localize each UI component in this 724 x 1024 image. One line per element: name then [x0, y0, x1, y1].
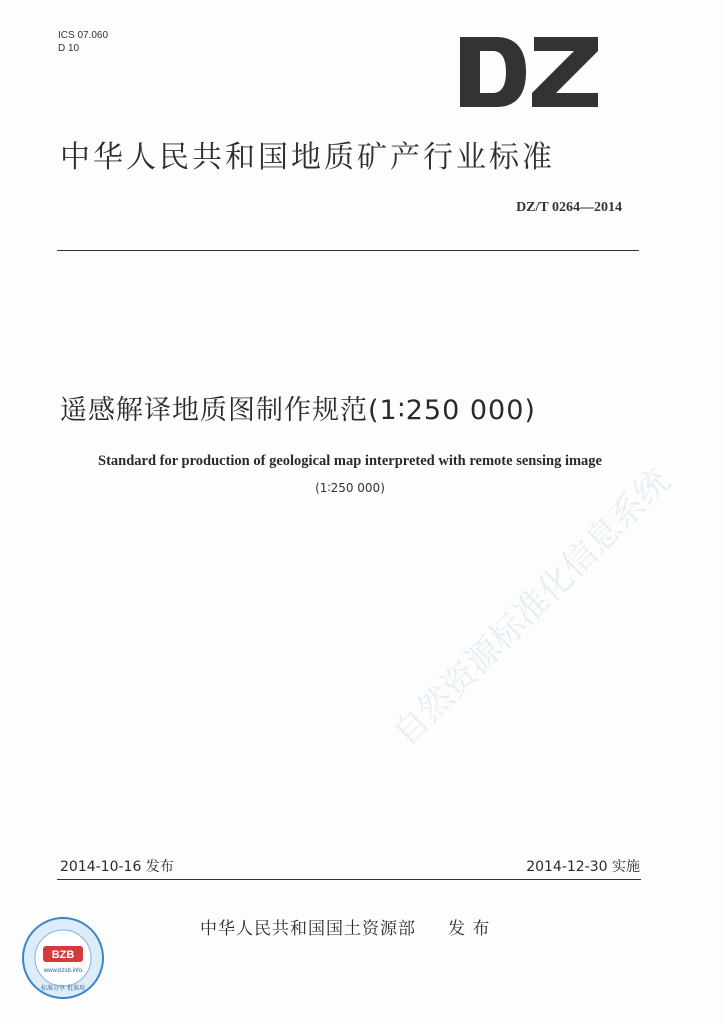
header-divider	[57, 250, 639, 251]
footer-divider	[57, 879, 641, 880]
seal-graphic	[21, 916, 105, 1000]
issuer-name: 中华人民共和国国土资源部	[200, 919, 416, 939]
issue-date: 2014-10-16 发布	[60, 859, 174, 875]
ccs-code: D 10	[58, 43, 80, 54]
watermark: 自然资源标准化信息系统	[385, 461, 679, 754]
standard-number: DZ/T 0264—2014	[516, 200, 622, 215]
ics-code: ICS 07.060	[58, 30, 109, 41]
issuing-category-title: 中华人民共和国地质矿产行业标准	[60, 140, 555, 175]
certification-seal	[21, 916, 105, 1000]
dz-logo	[460, 37, 600, 107]
english-title-scale: (1∶250 000)	[315, 481, 385, 495]
seal-caption: 标准分享 批准用	[41, 985, 85, 992]
seal-logo-letters: BZB	[51, 949, 75, 961]
issuing-authority	[200, 914, 490, 939]
implementation-date: 2014-12-30 实施	[526, 859, 640, 875]
classification-codes	[58, 29, 108, 55]
issuer-action: 发 布	[448, 919, 491, 939]
english-title: Standard for production of geological map interpreted with remote sensing image	[98, 453, 602, 469]
dz-logo-graphic	[460, 37, 600, 107]
document-title: 遥感解译地质图制作规范(1∶250 000)	[60, 395, 536, 426]
seal-site: www.bzsb.info	[43, 968, 83, 974]
